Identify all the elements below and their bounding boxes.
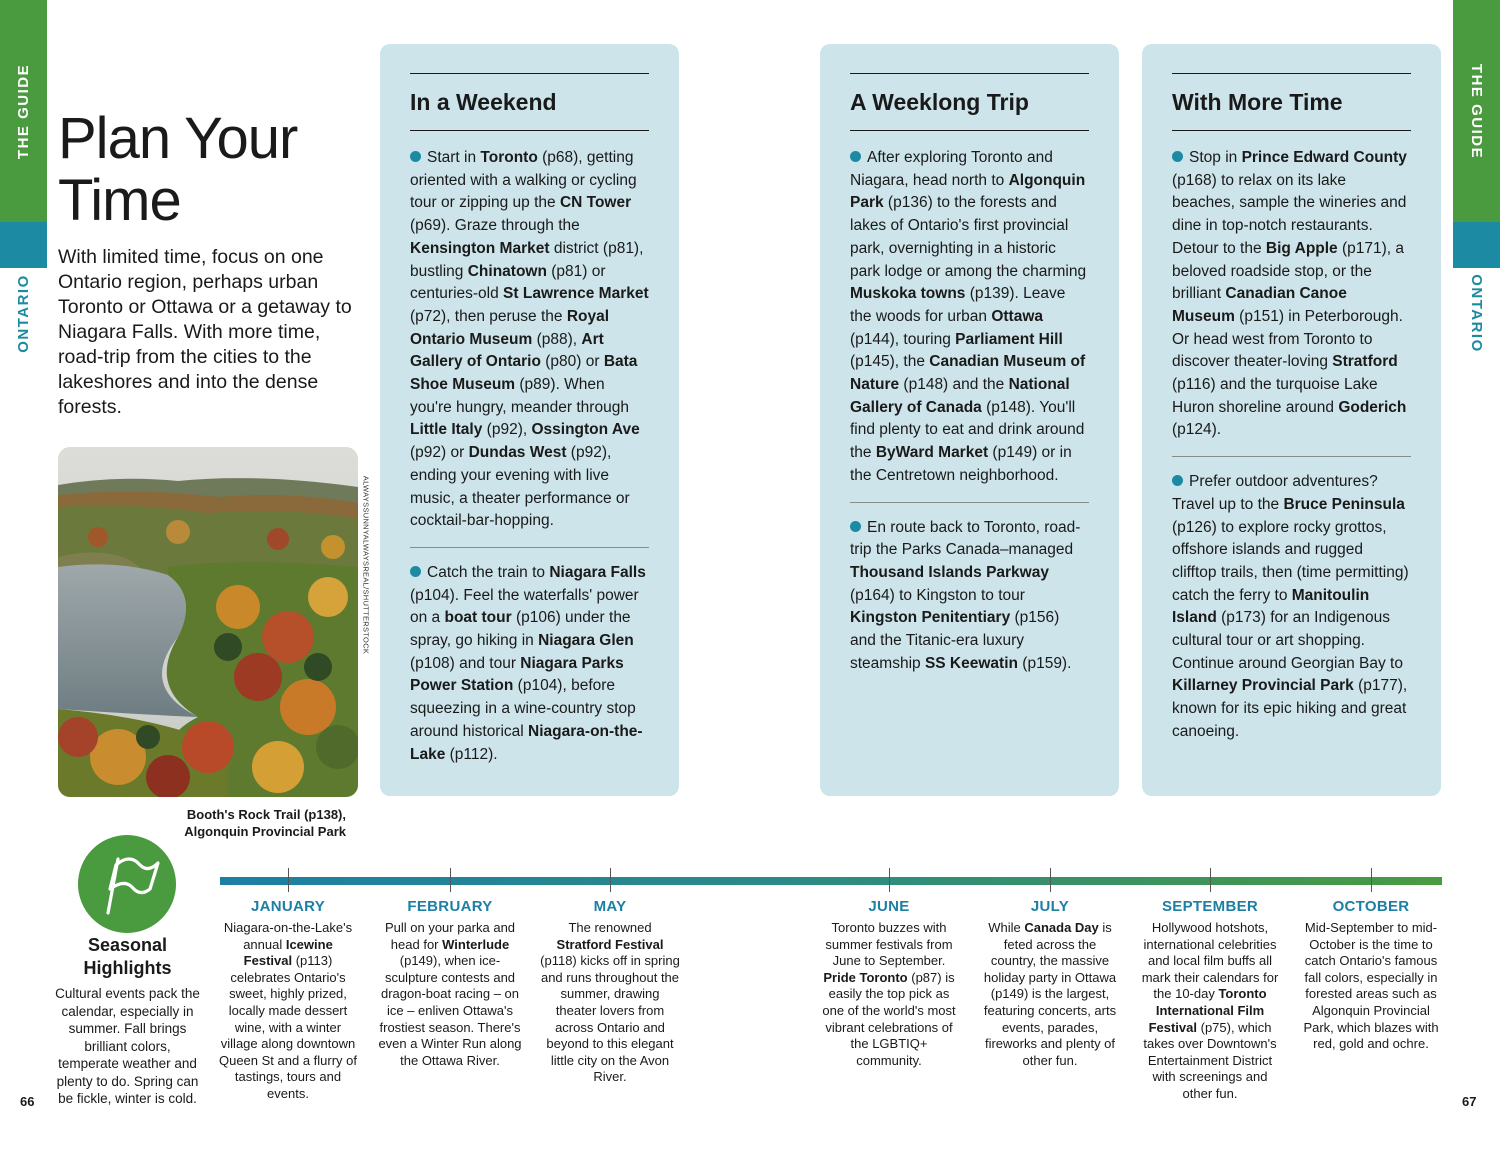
text-run: (p168) to relax on its lake beaches, sample the wineries and dine in top-notch restaurants. Detour to the bbox=[1172, 171, 1407, 257]
text-run: (p124). bbox=[1172, 421, 1222, 439]
highlighted-place: Bata Shoe Museum bbox=[410, 353, 638, 394]
text-run: Catch the train to bbox=[427, 563, 550, 581]
text-run: (p159). bbox=[1017, 654, 1072, 672]
text-run: (p92), bbox=[482, 421, 532, 439]
text-run: (p72), then peruse the bbox=[410, 307, 567, 325]
highlighted-place: Goderich bbox=[1338, 398, 1407, 416]
text-run: (p164) to Kingston to tour bbox=[850, 586, 1025, 604]
text-run: Stop in bbox=[1189, 149, 1242, 166]
text-run: (p87) is easily the top pick as one of the world's most vibrant celebrations of the LGBTIQ+ community. bbox=[822, 969, 956, 1068]
itinerary-item bbox=[410, 131, 649, 547]
bullet-dot-icon bbox=[850, 521, 861, 532]
text-run: (p148). You'll find plenty to eat and drink around the bbox=[850, 398, 1085, 462]
text-run: Hollywood hotshots, international celebrities and local film buffs all mark their calendars for the 10-day bbox=[1141, 920, 1279, 1002]
highlighted-place: Manitoulin Island bbox=[1172, 586, 1370, 627]
text-run: (p118) kicks off in spring and runs throughout the summer, drawing theater lovers from across Ontario and beyond to this elegant little city on the Avon River. bbox=[540, 953, 680, 1085]
text-run: (p108) and tour bbox=[410, 654, 521, 672]
highlighted-place: Ottawa bbox=[991, 307, 1043, 325]
bullet-dot-icon bbox=[410, 151, 421, 162]
highlighted-place: Canadian Canoe Museum bbox=[1172, 285, 1347, 325]
month-name: FEBRUARY bbox=[407, 898, 493, 915]
bullet-dot-icon bbox=[850, 151, 861, 162]
guide-tab bbox=[0, 0, 47, 222]
card-items bbox=[410, 131, 649, 780]
month-description bbox=[819, 920, 959, 1069]
region-tab-label: ONTARIO bbox=[15, 273, 32, 353]
text-run: (p92), ending your evening with live music, a theater performance or cocktail-bar-hopping. bbox=[410, 444, 630, 530]
page-title bbox=[58, 108, 368, 232]
highlighted-place: Royal Ontario Museum bbox=[410, 307, 610, 348]
month-february bbox=[378, 898, 522, 1069]
text-run: (p81) or centuries-old bbox=[410, 262, 606, 303]
region-tab bbox=[1453, 268, 1500, 358]
timeline-tick bbox=[610, 868, 611, 892]
photo-caption-line1: Booth's Rock Trail (p138), bbox=[186, 807, 346, 822]
month-name: JUNE bbox=[868, 898, 910, 915]
month-september bbox=[1138, 898, 1282, 1103]
highlighted-place: Canada Day bbox=[1024, 920, 1099, 935]
timeline-tick bbox=[1050, 868, 1051, 892]
text-run: (p88), bbox=[532, 330, 582, 348]
text-run: district (p81), bustling bbox=[410, 239, 644, 280]
seasonal-title-line1: Seasonal bbox=[87, 935, 168, 955]
text-run: While bbox=[988, 920, 1025, 935]
itinerary-card-weekend bbox=[380, 44, 679, 796]
page-number-right: 67 bbox=[1462, 1094, 1477, 1109]
itinerary-item bbox=[1172, 456, 1411, 757]
month-description bbox=[218, 920, 358, 1103]
highlighted-place: Thousand Islands Parkway bbox=[850, 563, 1049, 581]
highlighted-place: Niagara-on-the-Lake bbox=[410, 722, 643, 763]
text-run: The renowned bbox=[568, 920, 652, 935]
text-run: (p177), known for its epic hiking and great canoeing. bbox=[1172, 677, 1408, 740]
intro-paragraph: With limited time, focus on one Ontario region, perhaps urban Toronto or Ottawa or a getaway to Niagara Falls. With more time, road-trip from the cities to the lakeshores and into the dense forests. bbox=[58, 246, 352, 418]
seasonal-title-line2: Highlights bbox=[83, 958, 172, 978]
highlighted-place: National Gallery of Canada bbox=[850, 376, 1070, 416]
highlighted-place: Kingston Penitentiary bbox=[850, 609, 1011, 627]
highlighted-place: Killarney Provincial Park bbox=[1172, 677, 1354, 695]
text-run: (p126) to explore rocky grottos, offshore islands and rugged clifftop trails, then (time permitting) catch the ferry to bbox=[1172, 518, 1409, 604]
bullet-dot-icon bbox=[1172, 475, 1183, 486]
highlighted-place: Winterlude bbox=[442, 936, 510, 952]
highlighted-place: St Lawrence Market bbox=[503, 285, 649, 303]
highlighted-place: Ossington Ave bbox=[531, 421, 640, 439]
seasonal-highlights-title bbox=[55, 934, 200, 980]
card-title: A Weeklong Trip bbox=[850, 89, 1029, 115]
itinerary-card-more-time bbox=[1142, 44, 1441, 796]
text-run: (p173) for an Indigenous cultural tour or art shopping. Continue around Georgian Bay to bbox=[1172, 609, 1403, 672]
month-name: JANUARY bbox=[250, 898, 326, 915]
card-title: With More Time bbox=[1172, 89, 1343, 115]
text-run: (p116) and the turquoise Lake Huron shoreline around bbox=[1172, 376, 1378, 416]
month-description bbox=[1301, 920, 1441, 1053]
card-content bbox=[410, 73, 649, 780]
timeline-tick bbox=[450, 868, 451, 892]
text-run: (p80) or bbox=[540, 353, 604, 371]
text-run: (p92) or bbox=[410, 444, 469, 462]
text-run: (p171), a beloved roadside stop, or the brilliant bbox=[1172, 239, 1405, 303]
highlighted-place: Niagara Parks Power Station bbox=[410, 654, 624, 695]
highlighted-place: Little Italy bbox=[410, 421, 483, 439]
photo-credit bbox=[359, 475, 373, 655]
month-description bbox=[1138, 920, 1282, 1103]
text-run: (p144), touring bbox=[850, 330, 956, 348]
text-run: (p149), when ice-sculpture contests and dragon-boat racing – on ice – enliven Ottawa's frostiest season. There's even a Winter Run along the Ottawa River. bbox=[378, 953, 522, 1068]
highlighted-place: Art Gallery of Ontario bbox=[410, 330, 604, 371]
itinerary-item bbox=[1172, 131, 1411, 456]
region-tab-label: ONTARIO bbox=[1468, 273, 1485, 353]
highlighted-place: Niagara Glen bbox=[538, 632, 634, 650]
highlighted-place: Toronto bbox=[480, 149, 538, 166]
text-run: After exploring Toronto and Niagara, head north to bbox=[850, 149, 1053, 189]
text-run: Mid-September to mid-October is the time to catch Ontario's famous fall colors, especially in forested areas such as Algonquin Provincial Park, which blazes with red, gold and ochre. bbox=[1303, 920, 1439, 1052]
text-run: (p156) and the Titanic-era luxury steamship bbox=[850, 609, 1060, 672]
highlighted-place: Algonquin Park bbox=[850, 171, 1086, 212]
text-run: Prefer outdoor adventures? Travel up to the bbox=[1172, 473, 1378, 513]
text-run: (p104). Feel the waterfalls' power on a bbox=[410, 586, 639, 627]
highlighted-place: Stratford Festival bbox=[556, 936, 664, 952]
guide-tab bbox=[1453, 0, 1500, 222]
highlighted-place: Big Apple bbox=[1265, 239, 1338, 257]
month-name: JULY bbox=[1030, 898, 1070, 915]
highlighted-place: Bruce Peninsula bbox=[1283, 495, 1405, 513]
highlighted-place: ByWard Market bbox=[875, 444, 989, 462]
text-run: (p106) under the spray, go hiking in bbox=[410, 609, 631, 650]
left-side-tab bbox=[0, 0, 47, 360]
text-run: (p139). Leave the woods for urban bbox=[850, 285, 1066, 325]
highlighted-place: Kensington Market bbox=[410, 239, 550, 257]
text-run: (p151) in Peterborough. Or head west from Toronto to discover theater-loving bbox=[1172, 307, 1403, 371]
text-run: (p89). When you're hungry, meander through bbox=[410, 376, 629, 416]
highlighted-place: Icewine Festival bbox=[243, 936, 333, 969]
month-description bbox=[378, 920, 522, 1069]
highlighted-place: boat tour bbox=[444, 609, 512, 627]
timeline-tick bbox=[889, 868, 890, 892]
itinerary-item bbox=[410, 547, 649, 780]
month-name: MAY bbox=[593, 898, 627, 915]
month-october bbox=[1301, 898, 1441, 1053]
highlighted-place: Stratford bbox=[1332, 353, 1398, 371]
right-side-tab bbox=[1453, 0, 1500, 360]
itinerary-item bbox=[850, 502, 1089, 690]
card-items bbox=[1172, 131, 1411, 758]
region-tab bbox=[0, 268, 47, 358]
timeline-tick bbox=[1210, 868, 1211, 892]
page-title-line1: Plan Your bbox=[58, 106, 298, 171]
text-run: Niagara-on-the-Lake's annual bbox=[223, 920, 353, 952]
waving-flag-icon bbox=[78, 835, 176, 933]
guide-tab-label: THE GUIDE bbox=[1468, 63, 1485, 159]
text-run: (p113) celebrates Ontario's sweet, highly prized, locally made dessert wine, with a winter village along downtown Queen St and a flurry of tastings, tours and events. bbox=[218, 953, 358, 1101]
highlighted-place: CN Tower bbox=[559, 194, 632, 212]
timeline-bar bbox=[220, 877, 1442, 885]
month-january bbox=[218, 898, 358, 1103]
page-number-left: 66 bbox=[20, 1094, 35, 1109]
month-description bbox=[540, 920, 680, 1086]
seasonal-highlights-text: Cultural events pack the calendar, especially in summer. Fall brings brilliant colors, temperate weather and plenty to do. Spring can be fickle, winter is cold. bbox=[55, 986, 200, 1106]
text-run: Start in bbox=[427, 149, 481, 166]
text-run: (p112). bbox=[445, 745, 498, 763]
region-tab-marker bbox=[0, 222, 47, 268]
month-name: SEPTEMBER bbox=[1161, 898, 1259, 915]
highlighted-place: Toronto International Film Festival bbox=[1148, 986, 1267, 1035]
month-june bbox=[819, 898, 959, 1069]
text-run: is feted across the country, the massive holiday party in Ottawa (p149) is the largest, featuring concerts, arts events, parades, fireworks and plenty of other fun. bbox=[983, 920, 1117, 1068]
highlighted-place: Muskoka towns bbox=[850, 285, 966, 303]
highlighted-place: Prince Edward County bbox=[1241, 149, 1407, 166]
photo-credit-text: ALWAYSSUNNYALWAYSREAL/SHUTTERSTOCK bbox=[361, 475, 371, 655]
guide-tab-label: THE GUIDE bbox=[15, 63, 32, 159]
highlighted-place: Dundas West bbox=[468, 444, 567, 462]
text-run: Toronto buzzes with summer festivals from June to September. bbox=[825, 920, 953, 969]
region-tab-marker bbox=[1453, 222, 1500, 268]
month-description bbox=[980, 920, 1120, 1069]
page-title-line2: Time bbox=[58, 168, 181, 233]
highlighted-place: Pride Toronto bbox=[823, 969, 908, 985]
card-content bbox=[850, 73, 1089, 689]
photo-caption-line2: Algonquin Provincial Park bbox=[184, 824, 346, 839]
itinerary-item bbox=[850, 131, 1089, 502]
text-run: (p148) and the bbox=[899, 376, 1009, 394]
itinerary-card-weeklong bbox=[820, 44, 1119, 796]
text-run: (p104), before squeezing in a wine-country stop around historical bbox=[410, 677, 636, 740]
text-run: (p145), the bbox=[850, 353, 930, 371]
card-title: In a Weekend bbox=[410, 89, 557, 115]
text-run: En route back to Toronto, road-trip the Parks Canada–managed bbox=[850, 518, 1081, 559]
text-run: (p136) to the forests and lakes of Ontario's first provincial park, overnighting in a historic park lodge or among the charming bbox=[850, 194, 1087, 280]
month-name: OCTOBER bbox=[1332, 898, 1410, 915]
card-items bbox=[850, 131, 1089, 689]
bullet-dot-icon bbox=[1172, 151, 1183, 162]
highlighted-place: Canadian Museum of Nature bbox=[850, 353, 1086, 394]
text-run: (p75), which takes over Downtown's Entertainment District with screenings and other fun. bbox=[1143, 1019, 1277, 1101]
text-run: (p69). Graze through the bbox=[410, 217, 580, 235]
timeline-tick bbox=[288, 868, 289, 892]
text-run: Pull on your parka and head for bbox=[384, 920, 516, 952]
highlighted-place: Niagara Falls bbox=[549, 563, 646, 581]
text-run: (p68), getting oriented with a walking or cycling tour or zipping up the bbox=[410, 149, 637, 212]
card-content bbox=[1172, 73, 1411, 758]
bullet-dot-icon bbox=[410, 566, 421, 577]
photo-caption bbox=[160, 806, 346, 840]
text-run: (p149) or in the Centretown neighborhood. bbox=[850, 444, 1072, 484]
month-may bbox=[540, 898, 680, 1086]
month-july bbox=[980, 898, 1120, 1069]
landscape-photo bbox=[58, 447, 358, 797]
highlighted-place: SS Keewatin bbox=[924, 654, 1018, 672]
highlighted-place: Parliament Hill bbox=[955, 330, 1063, 348]
timeline-tick bbox=[1371, 868, 1372, 892]
highlighted-place: Chinatown bbox=[467, 262, 547, 280]
